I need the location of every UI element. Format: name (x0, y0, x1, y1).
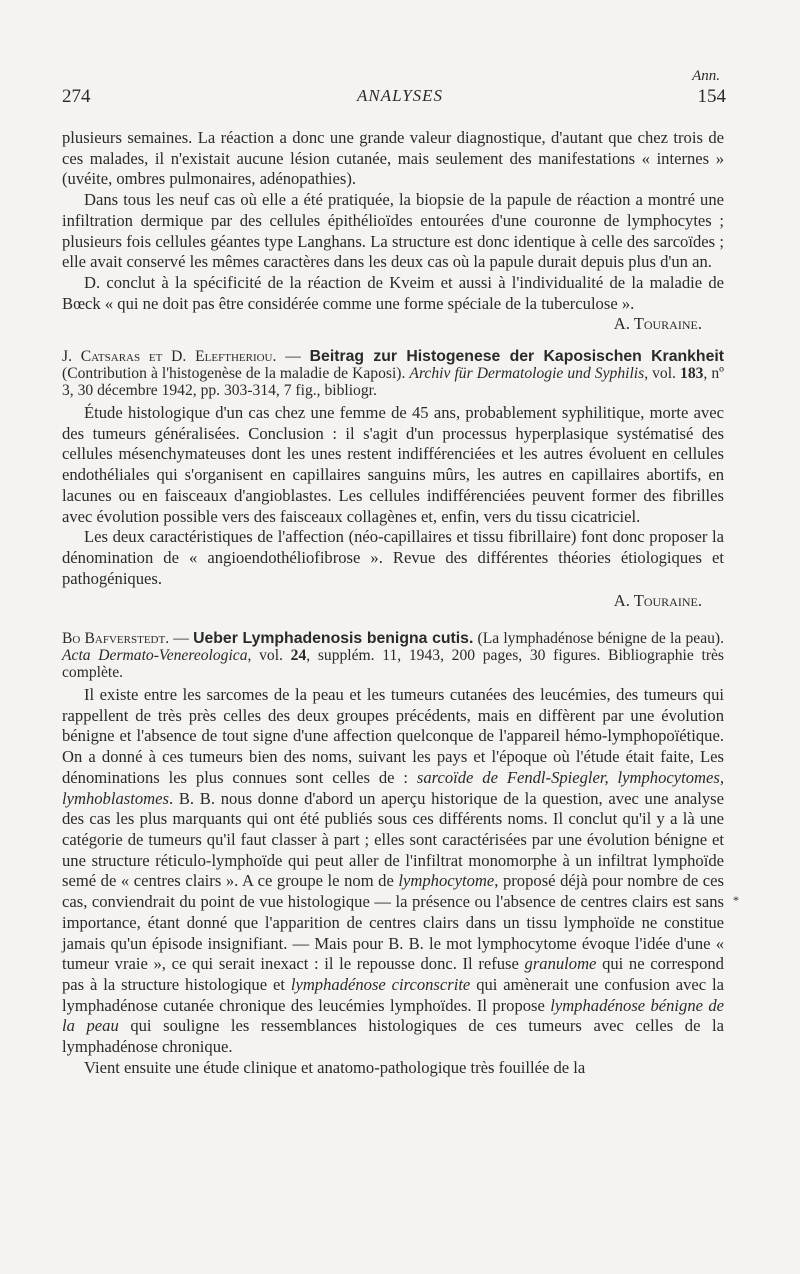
paragraph: Dans tous les neuf cas où elle a été pratiquée, la biopsie de la papule de réaction a montré une infiltration dermique par des cellules épithélioïdes entourées d'une couronne de lymphocytes ; plusieurs fois cellules géantes type Langhans. La structure est donc identique à celle des sarcoïdes ; elle avait conservé les mêmes caractères dans les deux cas où la papule durait depuis plus d'un an. (62, 190, 724, 272)
paragraph: D. conclut à la spécificité de la réaction de Kveim et aussi à l'individualité de la maladie de Bœck « qui ne doit pas être considérée comme une forme spéciale de la tuberculose ». (62, 272, 724, 313)
paragraph: plusieurs semaines. La réaction a donc une grande valeur diagnostique, d'autant que chez trois de ces malades, il n'existait aucune lésion cutanée, mais seulement des manifestations « internes » (uvéite, ombres pulmonaires, adénopathies). (62, 128, 724, 189)
article-kaposi (62, 348, 724, 612)
signature: A. Touraine. (613, 591, 702, 611)
authors: J. Catsaras et D. Eleftheriou. (62, 348, 277, 366)
authors: Bo Bafverstedt. (62, 630, 170, 648)
signature: A. Touraine. (613, 314, 702, 334)
paragraph: Il existe entre les sarcomes de la peau et les tumeurs cutanées des leucémies, des tumeurs qui rappellent de très près celles des deux groupes précédents, mais en diffèrent par une évolution bénigne et l'absence de tout signe d'une affection quelconque de l'appareil hémo-lymphopoïétique. On a donné à ces tumeurs bien des noms, suivant les pays et l'époque où l'étude était faite, Les dénominations les plus connues sont celles de : sarcoïde de Fendl-Spiegler, lymphocytomes, lymhoblastomes. B. B. nous donne d'abord un aperçu historique de la question, avec une analyse des cas les plus marquants qui ont été publiés sous ces différents noms. Il conclut qu'il y a là une catégorie de tumeurs qu'il faut classer à part ; elles sont caractérisées par une évolution bénigne et une structure réticulo-lymphoïde qui peut aller de l'infiltrat monomorphe à un infiltrat lymphoïde semé de « centres clairs ». A ce groupe le nom de lymphocytome, proposé déjà pour nombre de ces cas, conviendrait du point de vue histologique — la présence ou l'absence de centres clairs est sans importance, étant donné que l'apparition de centres clairs dans un tissu lymphoïde ne constitue jamais qu'un épisode insignifiant. — Mais pour B. B. le mot lymphocytome évoque l'idée d'une « tumeur vraie », ce qui serait inexact : il le repousse donc. Il refuse granulome qui ne correspond pas à la structure histologique et lymphadénose circonscrite qui amènerait une confusion avec la lymphadénose cutanée chronique des leucémies lymphoïdes. Il propose lymphadénose bénigne de la peau qui souligne les ressemblances histologiques de ces tumeurs avec celles de la lymphadénose chronique. (62, 685, 725, 1057)
journal-name: Archiv für Dermatologie und Syphilis (409, 365, 645, 383)
citation: J. Catsaras et D. Eleftheriou. — Beitrag zur Histogenese der Kaposischen Krankheit (Contribution à l'histogenèse de la maladie de Kaposi). Archiv für Dermatologie und Syphilis, vol. 183, nº 3, 30 décembre 1942, pp. 303-314, 7 fig., bibliogr. (62, 348, 725, 400)
running-title: ANALYSES (356, 86, 444, 105)
paragraph: Les deux caractéristiques de l'affection (néo-capillaires et tissu fibrillaire) font donc proposer la dénomination de « angioendothéliofibrose ». Revue des différentes théories étiologiques et pathogéniques. (62, 527, 724, 588)
margin-mark: * (733, 893, 739, 907)
article-title: Ueber Lymphadenosis benigna cutis. (193, 630, 474, 648)
article-lymphadenosis (62, 630, 724, 1078)
page-number: 274 (62, 86, 91, 107)
article-kveim (62, 128, 724, 335)
journal-name: Acta Dermato-Venereologica (62, 647, 248, 665)
article-title: Beitrag zur Histogenese der Kaposischen Krankheit (309, 348, 725, 366)
paragraph: Étude histologique d'un cas chez une femme de 45 ans, probablement syphilitique, morte avec des tumeurs généralisées. Conclusion : il s'agit d'un processus hyperplasique systématisé des cellules mésenchymateuses dont les unes restent indifférenciées et les autres évoluent en cellules endothéliales qui s'organisent en capillaires sanguins mûrs, les autres en capillaires abortifs, en lacunes ou en faisceaux d'angioblastes. Les cellules indifférenciées peuvent former des fibrilles avec évolution possible vers des faisceaux collagènes et, enfin, vers du tissu cicatriciel. (62, 403, 724, 526)
volume-number: 154 (697, 86, 726, 107)
paragraph: Vient ensuite une étude clinique et anatomo-pathologique très fouillée de la (84, 1057, 586, 1077)
page-body (62, 128, 724, 1078)
journal-abbrev: Ann. (692, 68, 720, 84)
citation: Bo Bafverstedt. — Ueber Lymphadenosis benigna cutis. (La lymphadénose bénigne de la peau). Acta Dermato-Venereologica, vol. 24, supplém. 11, 1943, 200 pages, 30 figures. Bibliographie très complète. (62, 630, 724, 682)
